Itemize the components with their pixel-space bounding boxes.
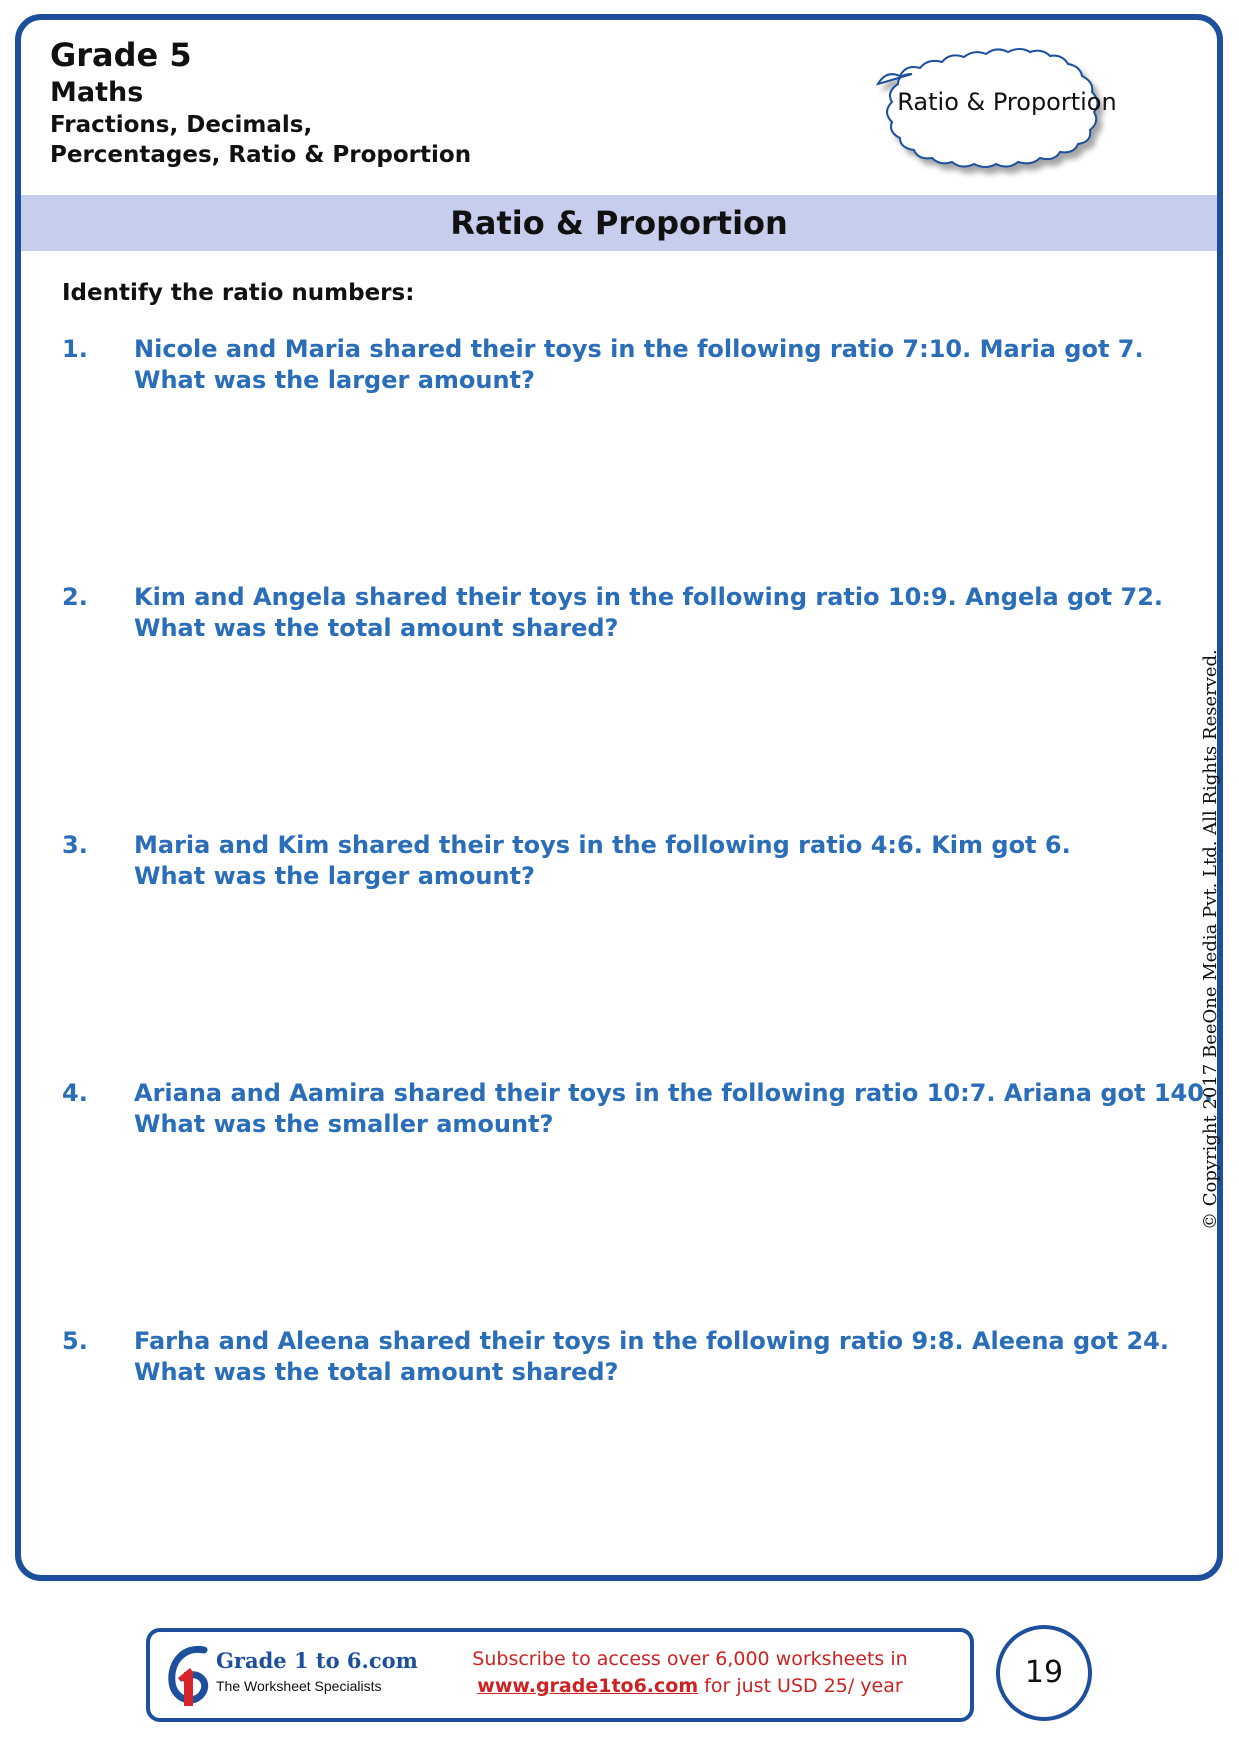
question-number: 3.: [62, 831, 88, 859]
website-link[interactable]: www.grade1to6.com: [477, 1675, 699, 1697]
title-band: [21, 195, 1217, 251]
question-line: Ariana and Aamira shared their toys in the following ratio 10:7. Ariana got 140.: [134, 1079, 1214, 1107]
page-title: Ratio & Proportion: [450, 204, 788, 242]
question-line: Nicole and Maria shared their toys in the following ratio 7:10. Maria got 7.: [134, 335, 1144, 363]
promo-line-1: Subscribe to access over 6,000 worksheets in: [472, 1648, 908, 1670]
copyright-notice: © Copyright 2017 BeeOne Media Pvt. Ltd. All Rights Reserved.: [1200, 649, 1221, 1230]
question-number: 1.: [62, 335, 88, 363]
question-number: 4.: [62, 1079, 88, 1107]
question-text: [134, 582, 1184, 644]
topics-heading: [50, 110, 471, 170]
question-line: What was the total amount shared?: [134, 614, 619, 642]
instructions: Identify the ratio numbers:: [62, 280, 415, 306]
question-line: What was the total amount shared?: [134, 1358, 619, 1386]
question-line: What was the smaller amount?: [134, 1110, 554, 1138]
topics-line-1: Fractions, Decimals,: [50, 112, 313, 138]
question-line: Maria and Kim shared their toys in the following ratio 4:6. Kim got 6.: [134, 831, 1071, 859]
topic-cloud-badge: [838, 36, 1176, 184]
logo-tagline: The Worksheet Specialists: [216, 1678, 382, 1694]
question-line: What was the larger amount?: [134, 862, 535, 890]
promo-line-2: [440, 1673, 940, 1700]
question-text: [134, 1078, 1214, 1140]
site-logo[interactable]: [164, 1642, 418, 1712]
grade-heading: Grade 5: [50, 36, 192, 74]
question-line: What was the larger amount?: [134, 366, 535, 394]
page-number-badge: [996, 1625, 1092, 1721]
cloud-label: Ratio & Proportion: [897, 88, 1117, 116]
grade-6-1-logo-icon: [164, 1642, 216, 1714]
question-text: [134, 334, 1184, 396]
topics-line-2: Percentages, Ratio & Proportion: [50, 142, 472, 168]
logo-name: Grade 1 to 6.com: [216, 1648, 418, 1673]
subject-heading: Maths: [50, 77, 144, 108]
footer-banner: [146, 1628, 974, 1722]
page-number: 19: [1024, 1655, 1064, 1690]
question-line: Kim and Angela shared their toys in the following ratio 10:9. Angela got 72.: [134, 583, 1164, 611]
subscribe-promo: [440, 1646, 940, 1700]
question-line: Farha and Aleena shared their toys in the following ratio 9:8. Aleena got 24.: [134, 1327, 1169, 1355]
promo-price: for just USD 25/ year: [698, 1675, 903, 1697]
question-text: [134, 830, 1184, 892]
question-number: 5.: [62, 1327, 88, 1355]
question-text: [134, 1326, 1184, 1388]
question-number: 2.: [62, 583, 88, 611]
